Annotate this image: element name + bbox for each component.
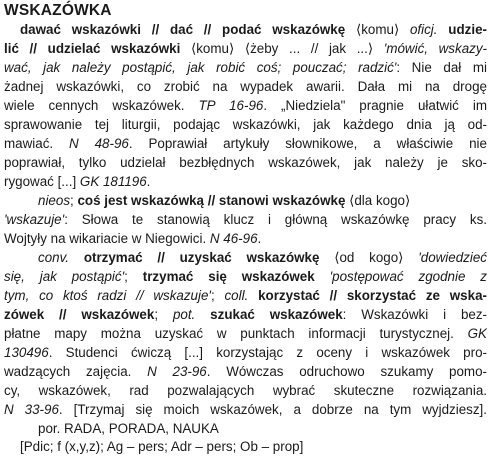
example: .	[146, 174, 151, 189]
cross-reference-text: por. RADA, PORADA, NAUKA	[38, 421, 219, 436]
register-label: pot.	[172, 307, 196, 322]
example: . Wówczas odruchowo szukamy pomo-	[206, 364, 487, 379]
example: rygować [...]	[4, 174, 80, 189]
entry-line	[0, 210, 491, 230]
separator: ;	[124, 269, 143, 284]
separator: ;	[154, 307, 173, 322]
source-ref: N 48-96	[69, 136, 129, 151]
phrase: otrzymać // uzyskać wskazówkę	[83, 250, 320, 265]
phrase: szukać wskazówek	[210, 307, 343, 322]
source-ref: N 33-96	[4, 402, 59, 417]
separator	[195, 307, 210, 322]
example: : Wskazówki i bez-	[342, 307, 487, 322]
phrase: coś jest wskazówką // stanowi wskazówkę	[77, 193, 346, 208]
entry-line	[0, 20, 491, 40]
example: : Słowa te stanowią klucz i główną wskazówkę pracy ks.	[64, 212, 487, 227]
phrase: zówek // wskazówek	[4, 307, 155, 322]
entry-line	[0, 172, 491, 192]
example: mawiać.	[4, 136, 70, 151]
entry-line	[0, 343, 491, 363]
entry-line	[0, 400, 491, 420]
entry-line	[0, 362, 491, 382]
example: .	[257, 231, 262, 246]
phrase: lić // udzielać wskazówki	[4, 41, 181, 56]
valence: ⟨komu⟩ ⟨żeby ... // jak ...⟩	[180, 41, 384, 56]
register-label: coll.	[224, 288, 249, 303]
register-label: nieos	[38, 193, 71, 208]
formula-line	[0, 437, 491, 457]
example: cy, wskazówek, rad pozwalających wybrać skuteczne rozwiązania.	[4, 383, 487, 398]
source-ref: 130496	[4, 345, 49, 360]
entry-line	[0, 115, 491, 135]
phrase: udzie-	[437, 22, 487, 37]
valence: ⟨od kogo⟩	[319, 250, 419, 265]
valence: ⟨komu⟩	[345, 22, 410, 37]
entry-line	[0, 39, 491, 59]
separator	[69, 250, 84, 265]
example: Wojtyły na wikariacie w Niegowici.	[4, 231, 210, 246]
source-ref: GK 181196	[79, 174, 147, 189]
separator: ;	[70, 193, 78, 208]
entry-line	[0, 324, 491, 344]
entry-line	[0, 381, 491, 401]
definition: 'mówić, wskazy-	[383, 41, 487, 56]
definition: 'wskazuje'	[4, 212, 65, 227]
entry-line	[0, 96, 491, 116]
entry-line	[0, 229, 491, 249]
entry-line	[0, 305, 491, 325]
separator	[248, 288, 258, 303]
entry-line	[0, 248, 491, 268]
example: wiele cennych wskazówek.	[4, 98, 199, 113]
source-ref: N 23-96	[147, 364, 207, 379]
definition: 'dowiedzieć	[418, 250, 487, 265]
definition: 'postępować zgodnie z	[329, 269, 487, 284]
entry-line	[0, 267, 491, 287]
register-label: conv.	[38, 250, 70, 265]
cross-reference	[0, 419, 491, 439]
entry-line	[0, 286, 491, 306]
example: . [Trzymaj się moich wskazówek, a dobrze na tym wyjdziesz].	[58, 402, 487, 417]
entry-line	[0, 134, 491, 154]
example: wadzących zajęcia.	[4, 364, 148, 379]
separator	[315, 269, 330, 284]
example: płatne mapy można uzyskać w punktach informacji turystycznej.	[4, 326, 468, 341]
phrase: trzymać się wskazówek	[142, 269, 315, 284]
headword: WSKAZÓWKA	[4, 2, 112, 19]
definition: się, jak postąpić'	[4, 269, 125, 284]
phrase: dawać wskazówki // dać // podać wskazówkę	[20, 22, 346, 37]
separator: ;	[210, 288, 225, 303]
phrase: korzystać // skorzystać ze wska-	[258, 288, 487, 303]
definition: wać, jak należy postąpić, jak robić coś; pouczać; radzić'	[4, 60, 397, 75]
valence: ⟨dla kogo⟩	[345, 193, 411, 208]
semantic-formula: [Pdic; f (x,y,z); Ag – pers; Adr – pers; Ob – prop]	[20, 439, 304, 454]
source-ref: GK	[467, 326, 487, 341]
source-ref: N 46-96	[209, 231, 258, 246]
entry-line	[0, 191, 491, 211]
example: . Poprawiał artykuły słownikowe, a właściwie nie	[128, 136, 487, 151]
source-ref: TP 16-96	[198, 98, 264, 113]
example: sprawowanie tej liturgii, podając wskazówki, jak każdego dnia ją od-	[4, 117, 487, 132]
example: poprawiał, tylko udzielał bezbłędnych wskazówek, jak należy je sko-	[4, 155, 487, 170]
example: . Studenci ćwiczą [...] korzystając z oceny i wskazówek pro-	[48, 345, 487, 360]
register-label: oficj.	[409, 22, 438, 37]
entry-line	[0, 77, 491, 97]
example: żadnej wskazówki, co zrobić na wypadek awarii. Dała mi na drogę	[4, 79, 487, 94]
example: . „Niedziela" pragnie ułatwić im	[263, 98, 487, 113]
example: : Nie dał mi	[396, 60, 487, 75]
entry-line	[0, 153, 491, 173]
entry-line	[0, 58, 491, 78]
definition: tym, co ktoś radzi // wskazuje'	[4, 288, 211, 303]
